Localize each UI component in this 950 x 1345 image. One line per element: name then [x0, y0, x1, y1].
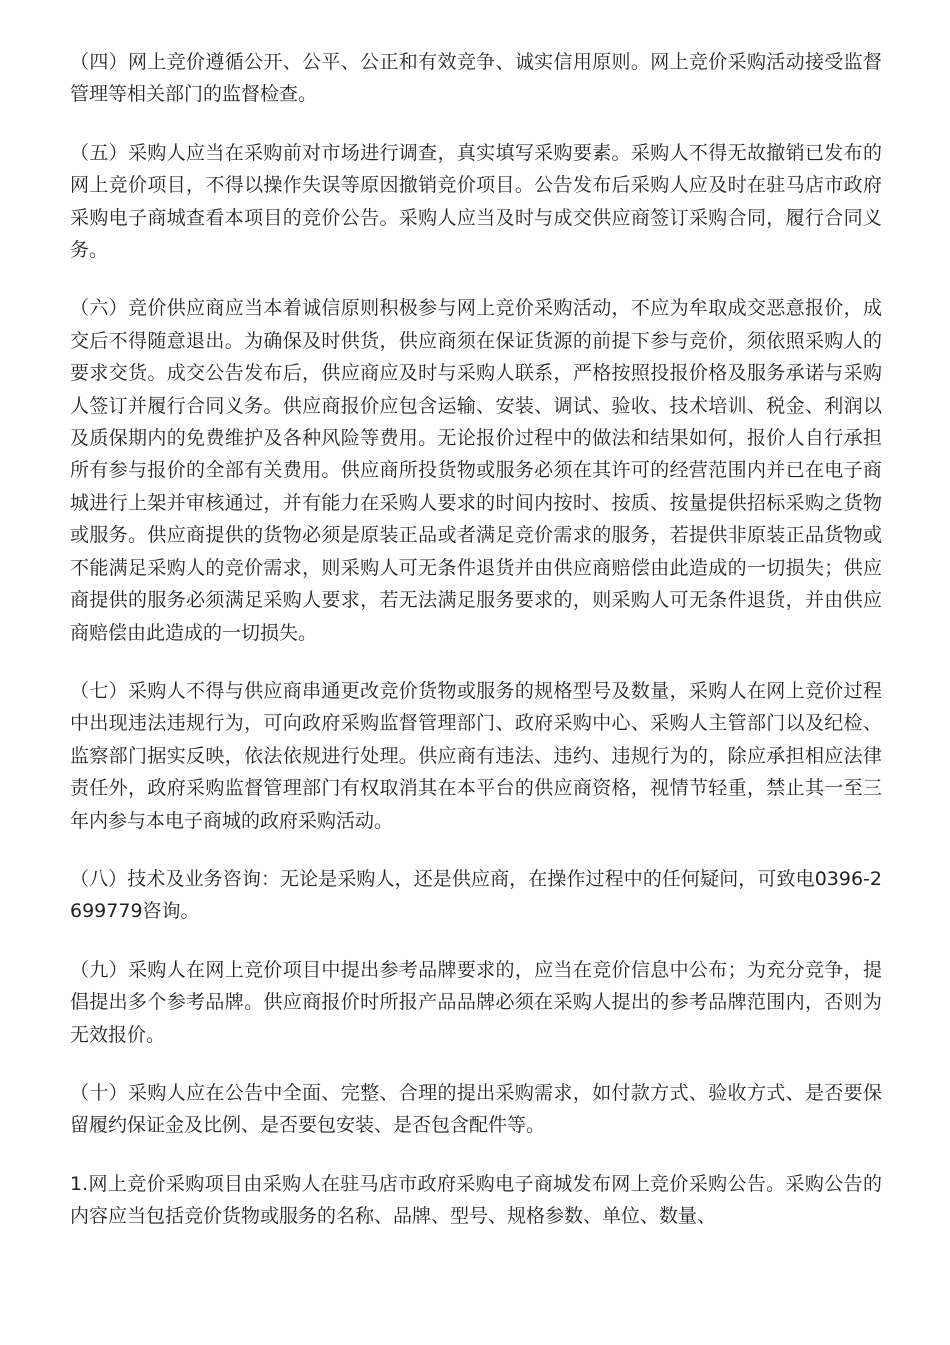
- paragraph-item-1: 1.网上竞价采购项目由采购人在驻马店市政府采购电子商城发布网上竞价采购公告。采购公告的内容应当包括竞价货物或服务的名称、品牌、型号、规格参数、单位、数量、: [70, 1172, 882, 1228]
- paragraph-9: （九）采购人在网上竞价项目中提出参考品牌要求的，应当在竞价信息中公布；为充分竞争，提倡提出多个参考品牌。供应商报价时所报产品品牌必须在采购人提出的参考品牌范围内，否则为无效报价。: [70, 958, 882, 1046]
- paragraph-6: （六）竞价供应商应当本着诚信原则积极参与网上竞价采购活动，不应为牟取成交恶意报价，成交后不得随意退出。为确保及时供货，供应商须在保证货源的前提下参与竞价，须依照采购人的要求交货。成交公告发布后，供应商应及时与采购人联系，严格按照投报价格及服务承诺与采购人签订并履行合同义务。供应商报价应包含运输、安装、调试、验收、技术培训、税金、利润以及质保期内的免费维护及各种风险等费用。无论报价过程中的做法和结果如何，报价人自行承担所有参与报价的全部有关费用。供应商所投货物或服务必须在其许可的经营范围内并已在电子商城进行上架并审核通过，并有能力在采购人要求的时间内按时、按质、按量提供招标采购之货物或服务。供应商提供的货物必须是原装正品或者满足竞价需求的服务，若提供非原装正品货物或不能满足采购人的竞价需求，则采购人可无条件退货并由供应商赔偿由此造成的一切损失；供应商提供的服务必须满足采购人要求，若无法满足服务要求的，则采购人可无条件退货，并由供应商赔偿由此造成的一切损失。: [70, 297, 882, 644]
- paragraph-10: （十）采购人应在公告中全面、完整、合理的提出采购需求，如付款方式、验收方式、是否要保留履约保证金及比例、是否要包安装、是否包含配件等。: [70, 1081, 882, 1137]
- document-body: [70, 46, 882, 1259]
- paragraph-8: （八）技术及业务咨询：无论是采购人，还是供应商，在操作过程中的任何疑问，可致电0396-2699779咨询。: [70, 867, 882, 923]
- paragraph-4: （四）网上竞价遵循公开、公平、公正和有效竞争、诚实信用原则。网上竞价采购活动接受监督管理等相关部门的监督检查。: [70, 51, 882, 106]
- paragraph-7: （七）采购人不得与供应商串通更改竞价货物或服务的规格型号及数量，采购人在网上竞价过程中出现违法违规行为，可向政府采购监督管理部门、政府采购中心、采购人主管部门以及纪检、监察部门据实反映，依法依规进行处理。供应商有违法、违约、违规行为的，除应承担相应法律责任外，政府采购监督管理部门有权取消其在本平台的供应商资格，视情节轻重，禁止其一至三年内参与本电子商城的政府采购活动。: [70, 679, 882, 832]
- paragraph-5: （五）采购人应当在采购前对市场进行调查，真实填写采购要素。采购人不得无故撤销已发布的网上竞价项目，不得以操作失误等原因撤销竞价项目。公告发布后采购人应及时在驻马店市政府采购电子商城查看本项目的竞价公告。采购人应当及时与成交供应商签订采购合同，履行合同义务。: [70, 141, 882, 262]
